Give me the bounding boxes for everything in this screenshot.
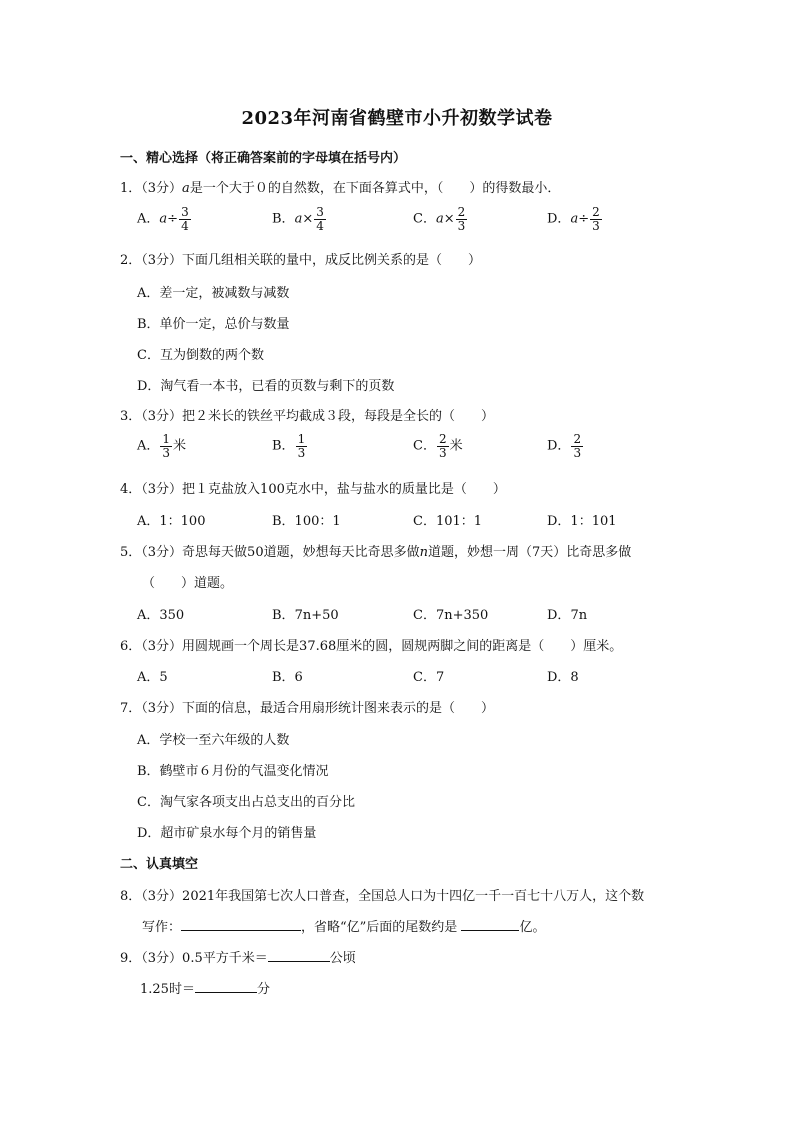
question-7-option-c: C．淘气家各项支出占总支出的百分比	[137, 795, 355, 810]
question-1-option-a: A．a÷ $\frac{3}{4}$	[137, 205, 189, 233]
page-title: 2023年河南省鹤壁市小升初数学试卷	[241, 108, 553, 129]
question-2-option-c: C．互为倒数的两个数	[137, 348, 264, 363]
fraction: $\frac{1}{3}$	[162, 432, 171, 460]
question-7-option-a: A．学校一至六年级的人数	[137, 733, 290, 748]
question-7-option-d: D．超市矿泉水每个月的销售量	[137, 826, 317, 841]
answer-blank[interactable]	[195, 980, 257, 993]
question-5-option-b: B．7n+50	[272, 608, 339, 623]
question-6-option-a: A．5	[137, 670, 168, 685]
question-4-option-c: C．101：1	[413, 514, 483, 529]
fraction: $\frac{3}{4}$	[181, 205, 189, 233]
question-7-stem: 7．（3分）下面的信息，最适合用扇形统计图来表示的是（ ）	[120, 701, 495, 716]
answer-blank[interactable]	[181, 918, 301, 931]
fraction: $\frac{2}{3}$	[438, 432, 447, 460]
question-4-option-d: D．1：101	[547, 514, 617, 529]
question-1-option-c: C．a× $\frac{2}{3}$	[413, 205, 466, 233]
question-9-line1: 9．（3分）0.5平方千米＝ 公顷	[120, 951, 356, 966]
question-2-option-b: B．单价一定，总价与数量	[137, 317, 290, 332]
question-8-stem-line2: 写作： ，省略“亿”后面的尾数约是 亿。	[142, 920, 546, 935]
question-2-option-d: D．淘气看一本书，已看的页数与剩下的页数	[137, 379, 395, 394]
fraction: $\frac{2}{3}$	[573, 432, 582, 460]
question-5-stem-line2: （ ）道题。	[142, 576, 234, 591]
question-5-option-d: D．7n	[547, 608, 588, 623]
question-5-option-a: A．350	[137, 608, 185, 623]
fraction: $\frac{1}{3}$	[297, 432, 306, 460]
question-9-line2: 1.25时＝ 分	[140, 982, 270, 997]
question-6-option-c: C．7	[413, 670, 445, 685]
fraction: $\frac{3}{4}$	[316, 205, 324, 233]
question-7-option-b: B．鹤壁市６月份的气温变化情况	[137, 764, 329, 779]
answer-blank[interactable]	[268, 949, 330, 962]
question-6-stem: 6．（3分）用圆规画一个周长是37.68厘米的圆，圆规两脚之间的距离是（ ）厘米。	[120, 639, 623, 654]
question-3-option-c: C． $\frac{2}{3}$ 米	[413, 432, 463, 460]
section-heading-fill: 二、认真填空	[120, 857, 199, 872]
question-4-option-b: B．100：1	[272, 514, 341, 529]
question-8-stem: 8．（3分）2021年我国第七次人口普查，全国总人口为十四亿一千一百七十八万人，这个数	[120, 889, 645, 904]
question-4-stem: 4．（3分）把１克盐放入100克水中，盐与盐水的质量比是（ ）	[120, 482, 506, 497]
fraction: $\frac{2}{3}$	[592, 205, 600, 233]
question-1-option-d: D．a÷ $\frac{2}{3}$	[547, 205, 600, 233]
question-5-option-c: C．7n+350	[413, 608, 489, 623]
question-2-stem: 2．（3分）下面几组相关联的量中，成反比例关系的是（ ）	[120, 253, 482, 268]
question-2-option-a: A．差一定，被减数与减数	[137, 286, 290, 301]
question-6-option-d: D．8	[547, 670, 579, 685]
fraction: $\frac{2}{3}$	[457, 205, 466, 233]
question-3-option-b: B． $\frac{1}{3}$	[272, 432, 306, 460]
question-4-option-a: A．1：100	[137, 514, 206, 529]
question-1-stem: 1．（3分）a是一个大于０的自然数，在下面各算式中，（ ）的得数最小．	[120, 181, 561, 196]
question-3-stem: 3．（3分）把２米长的铁丝平均截成３段，每段是全长的（ ）	[120, 409, 495, 424]
question-6-option-b: B．6	[272, 670, 303, 685]
section-heading-choice: 一、精心选择（将正确答案前的字母填在括号内）	[120, 151, 407, 166]
question-1-option-b: B．a× $\frac{3}{4}$	[272, 205, 324, 233]
question-3-option-a: A． $\frac{1}{3}$ 米	[137, 432, 187, 460]
question-3-option-d: D． $\frac{2}{3}$	[547, 432, 582, 460]
answer-blank[interactable]	[461, 918, 519, 931]
question-5-stem: 5．（3分）奇思每天做50道题，妙想每天比奇思多做n道题，妙想一周（7天）比奇思多做	[120, 545, 632, 560]
